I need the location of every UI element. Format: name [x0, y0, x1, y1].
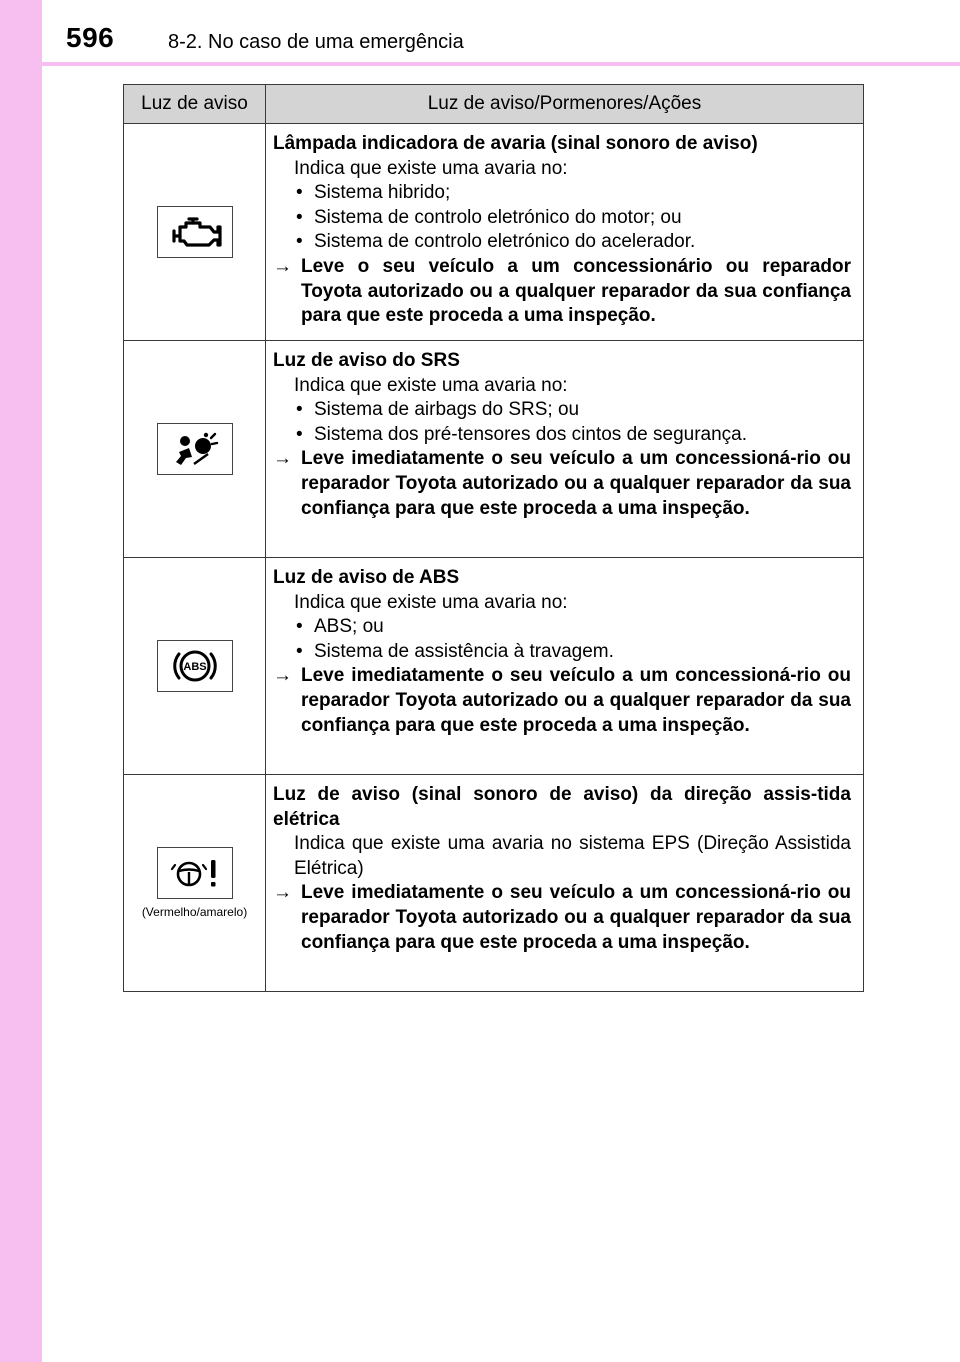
icon-cell [124, 341, 266, 558]
bullet-item: • Sistema dos pré-tensores dos cintos de segurança. [273, 423, 851, 448]
details-cell [266, 558, 864, 775]
warning-intro: Indica que existe uma avaria no: [294, 157, 568, 179]
arrow-icon: → [273, 255, 292, 277]
table-row [124, 558, 864, 775]
bullet-item: • Sistema de assistência à travagem. [273, 640, 851, 665]
bullet-item: • ABS; ou [273, 615, 851, 640]
details-cell [266, 124, 864, 341]
warning-title: Luz de aviso do SRS [273, 350, 460, 371]
action-label: Leve imediatamente o seu veículo a um concessioná-rio ou reparador Toyota autorizado ou a qualquer reparador da sua confiança para que este proceda a uma inspeção. [301, 448, 851, 519]
warning-intro: Indica que existe uma avaria no sistema EPS (Direção Assistida Elétrica) [294, 833, 851, 879]
side-color-band [0, 0, 42, 1362]
page-number: 596 [66, 22, 115, 53]
action-text [273, 881, 851, 955]
action-text [273, 447, 851, 521]
bullet-item: • Sistema de airbags do SRS; ou [273, 398, 851, 423]
action-label: Leve o seu veículo a um concessionário ou reparador Toyota autorizado ou a qualquer reparador da sua confiança para que este proceda a uma inspeção. [301, 255, 851, 327]
warning-lights-table [123, 84, 864, 992]
column-header-details: Luz de aviso/Pormenores/Ações [266, 85, 864, 124]
icon-cell [124, 775, 266, 992]
column-header-light: Luz de aviso [124, 85, 266, 124]
icon-cell [124, 124, 266, 341]
warning-intro: Indica que existe uma avaria no: [294, 591, 568, 613]
action-text [273, 664, 851, 738]
arrow-icon: → [273, 665, 292, 687]
table-row [124, 341, 864, 558]
srs-airbag-icon [157, 423, 233, 475]
table-row [124, 775, 864, 992]
bullet-item: • Sistema hibrido; [273, 181, 851, 206]
bullet-item: • Sistema de controlo eletrónico do acelerador. [273, 230, 851, 255]
warning-title: Luz de aviso de ABS [273, 567, 460, 588]
icon-caption: (Vermelho/amarelo) [141, 905, 248, 919]
abs-icon-label: ABS [182, 661, 207, 673]
section-title: 8-2. No caso de uma emergência [168, 31, 464, 53]
warning-intro: Indica que existe uma avaria no: [294, 374, 568, 396]
engine-check-icon [157, 206, 233, 258]
icon-cell [124, 558, 266, 775]
arrow-icon: → [273, 448, 292, 470]
action-label: Leve imediatamente o seu veículo a um concessioná-rio ou reparador Toyota autorizado ou a qualquer reparador da sua confiança para que este proceda a uma inspeção. [301, 665, 851, 736]
power-steering-warning-icon [157, 847, 233, 899]
header-rule [0, 62, 960, 66]
warning-title: Lâmpada indicadora de avaria (sinal sonoro de aviso) [273, 133, 758, 154]
table-row [124, 124, 864, 341]
arrow-icon: → [273, 882, 292, 904]
table-header-row [124, 85, 864, 124]
abs-icon [157, 640, 233, 692]
bullet-item: • Sistema de controlo eletrónico do motor; ou [273, 206, 851, 231]
action-label: Leve imediatamente o seu veículo a um concessioná-rio ou reparador Toyota autorizado ou a qualquer reparador da sua confiança para que este proceda a uma inspeção. [301, 882, 851, 953]
details-cell [266, 341, 864, 558]
details-cell [266, 775, 864, 992]
action-text [273, 255, 851, 329]
warning-title: Luz de aviso (sinal sonoro de aviso) da direção assis-tida elétrica [273, 784, 851, 830]
